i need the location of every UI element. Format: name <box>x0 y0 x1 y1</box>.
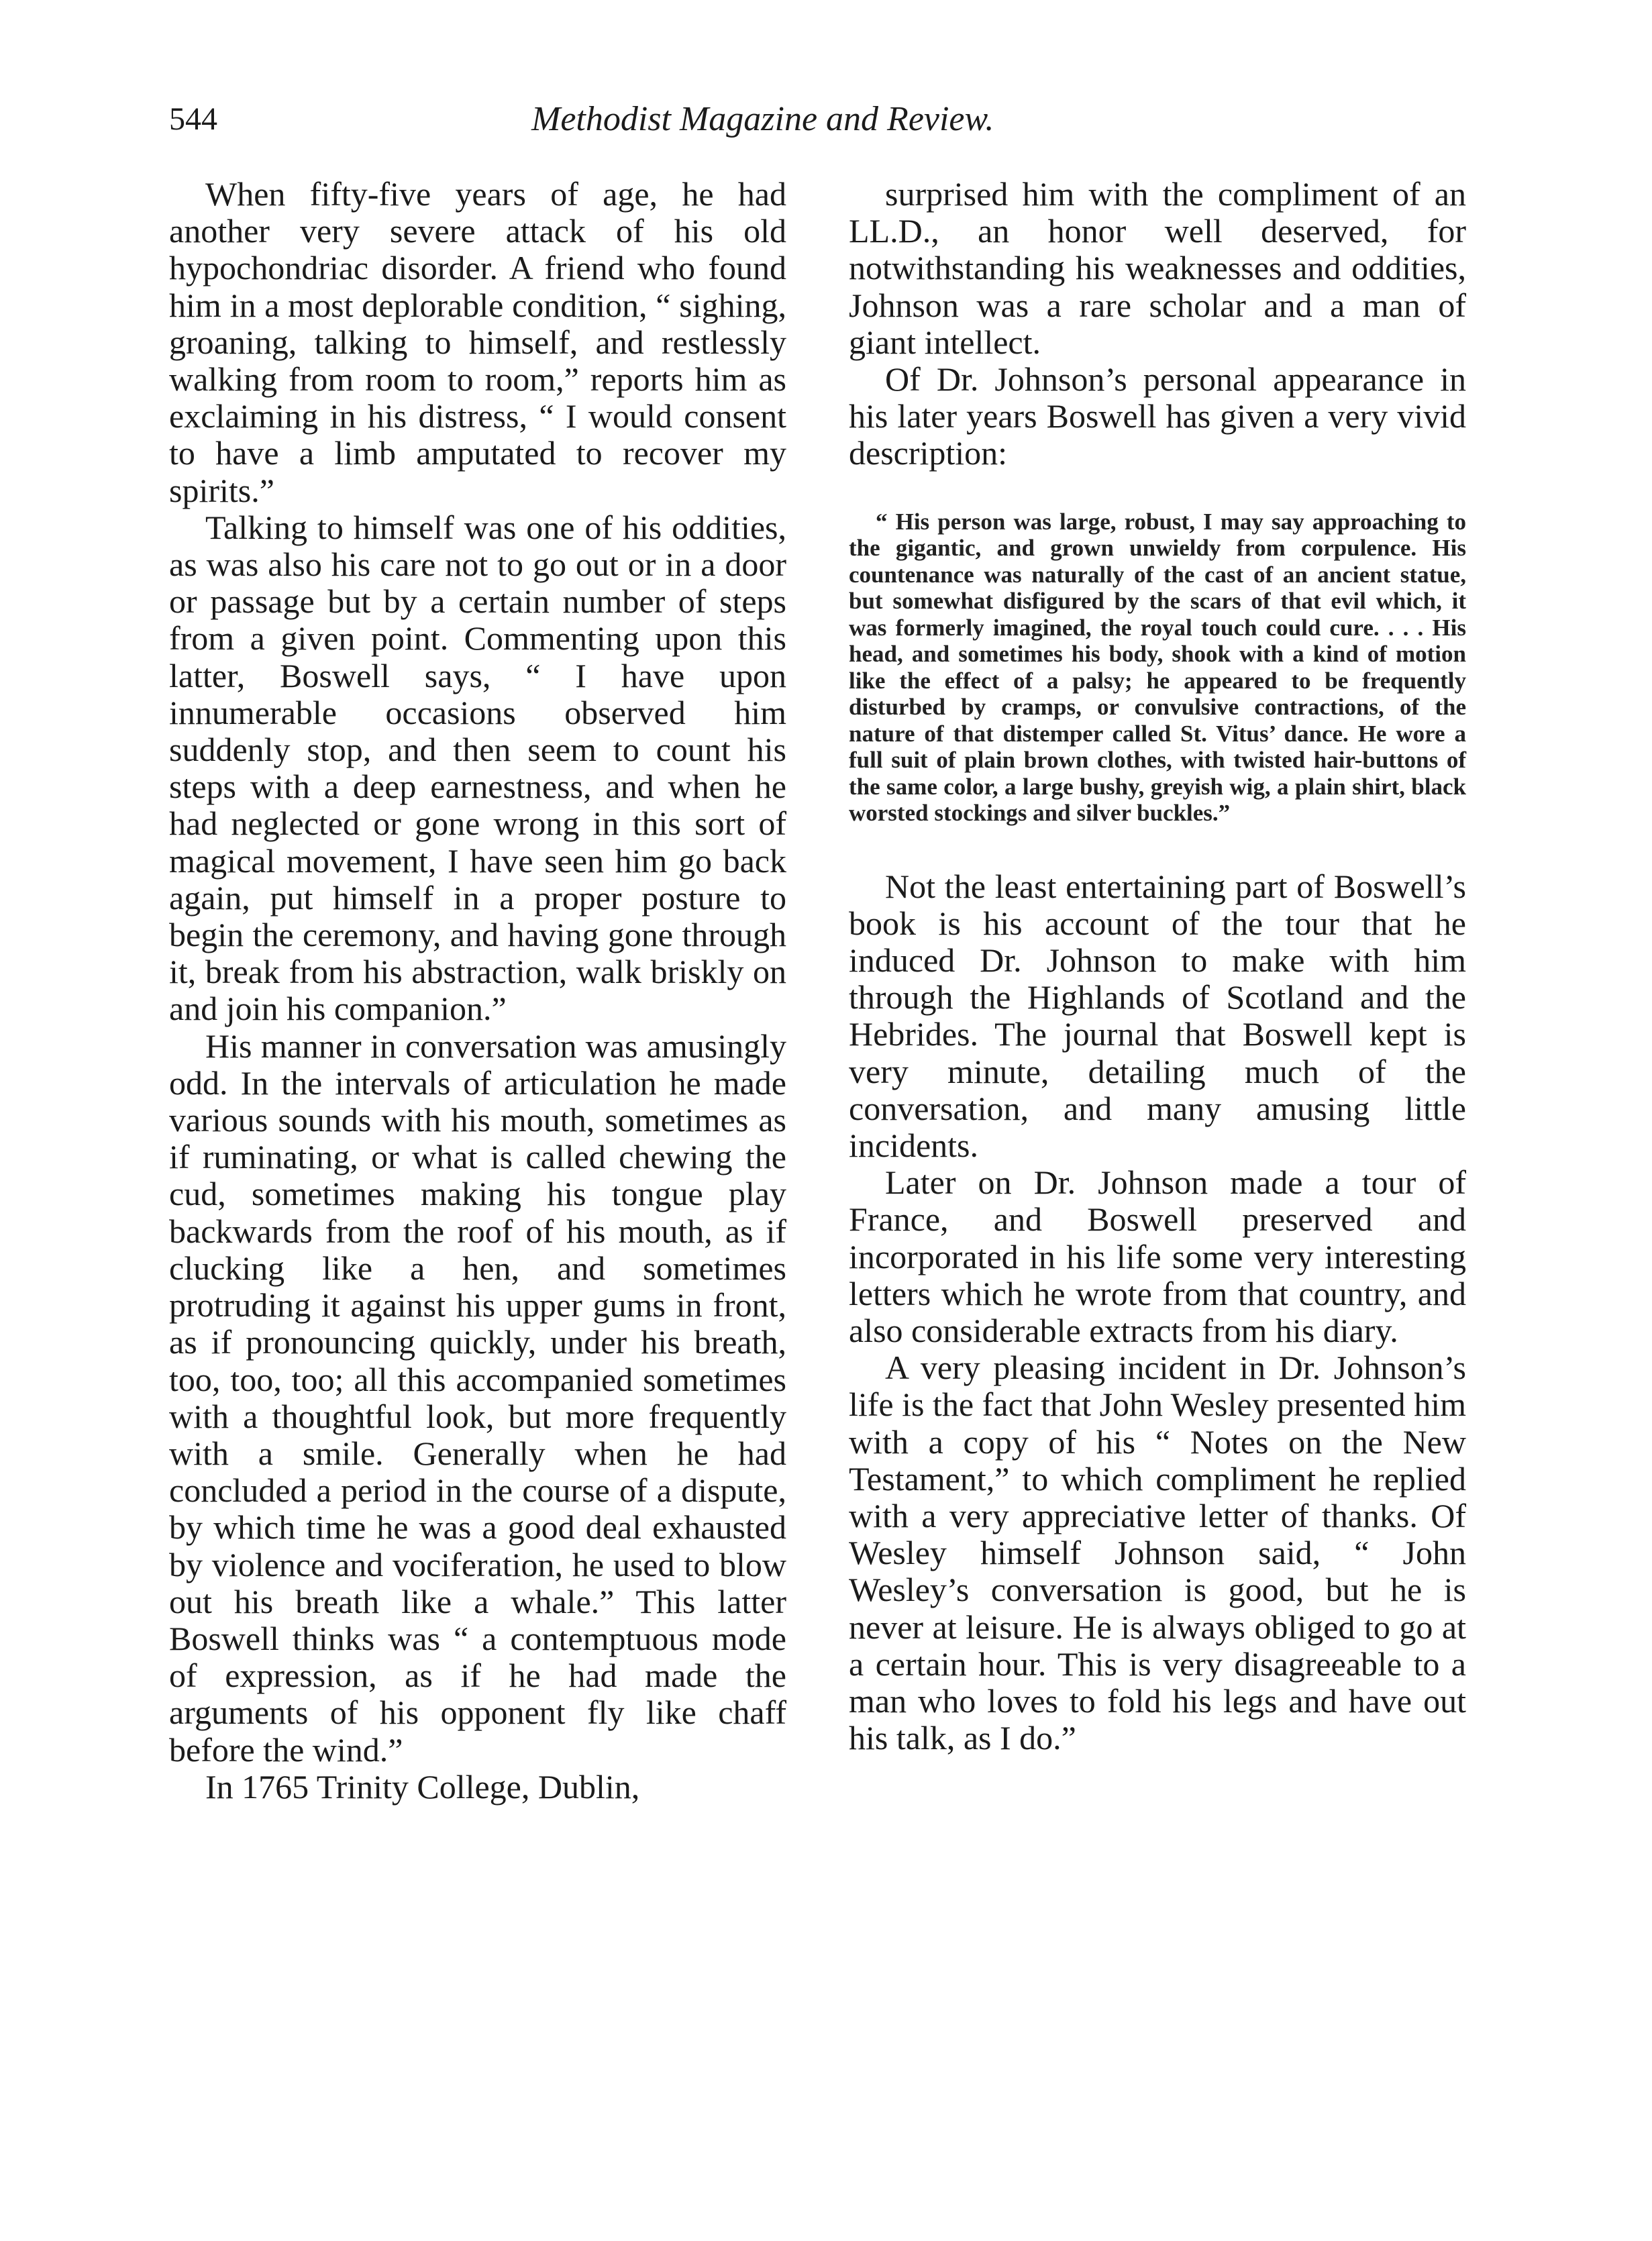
paragraph-lld: surprised him with the compliment of an LL.D., an honor well deserved, for notwithstanding his weaknesses and oddities, Johnson was a rare scholar and a man of giant intellect. <box>849 175 1466 361</box>
paragraph-highlands-tour: Not the least entertaining part of Boswell’s book is his account of the tour that he induced Dr. Johnson to make with him through the Highlands of Scotland and the Hebrides. The journal that Boswell kept is very minute, detailing much of the conversation, and many amusing little incidents. <box>849 867 1466 1165</box>
page-header <box>169 99 1122 153</box>
running-title: Methodist Magazine and Review. <box>531 100 994 138</box>
paragraph-trinity-college: In 1765 Trinity College, Dublin, <box>205 1767 640 1806</box>
paragraph-personal-appearance: Of Dr. Johnson’s personal appearance in his later years Boswell has given a very vivid description: <box>849 360 1466 472</box>
page-number: 544 <box>169 101 217 137</box>
paragraph-oddities: Talking to himself was one of his oddities, as was also his care not to go out or in a door or passage but by a certain number of steps from a given point. Commenting upon this latter, Boswell says, “ I have upon innumerable occasions observed him suddenly stop, and then seem to count his steps with a deep earnestness, and when he had neglected or gone wrong in this sort of magical movement, I have seen him go back again, put himself in a proper posture to begin the ceremony, and having gone through it, break from his abstraction, walk briskly on and join his companion.” <box>169 508 786 1028</box>
boswell-quotation: “ His person was large, robust, I may say approaching to the gigantic, and grown unwieldy from corpulence. His countenance was naturally of the cast of an ancient statue, but somewhat disfigured by the scars of that evil which, it was formerly imagined, the royal touch could cure. . . . His head, and sometimes his body, shook with a kind of motion like the effect of a palsy; he appeared to be frequently disturbed by cramps, or convulsive contractions, of the nature of that distemper called St. Vitus’ dance. He wore a full suit of plain brown clothes, with twisted hair-buttons of the same color, a large bushy, greyish wig, a plain shirt, black worsted stockings and silver buckles.” <box>849 508 1466 827</box>
paragraph-france-tour: Later on Dr. Johnson made a tour of France, and Boswell preserved and incorporated in his life some very interesting letters which he wrote from that country, and also considerable extracts from his diary. <box>849 1163 1466 1350</box>
paragraph-hypochondria: When fifty-five years of age, he had another very severe attack of his old hypochondriac disorder. A friend who found him in a most deplorable condition, “ sighing, groaning, talking to himself, and restlessly walking from room to room,” reports him as exclaiming in his distress, “ I would consent to have a limb amputated to recover my spirits.” <box>169 175 786 509</box>
paragraph-conversation-manner: His manner in conversation was amusingly odd. In the intervals of articulation he made various sounds with his mouth, sometimes as if ruminating, or what is called chewing the cud, sometimes making his tongue play backwards from the roof of his mouth, as if clucking like a hen, and sometimes protruding it against his upper gums in front, as if pronouncing quickly, under his breath, too, too, too; all this accompanied sometimes with a thoughtful look, but more frequently with a smile. Generally when he had concluded a period in the course of a dispute, by which time he was a good deal exhausted by violence and vociferation, he used to blow out his breath like a whale.” This latter Boswell thinks was “ a contemptuous mode of expression, as if he had made the arguments of his opponent fly like chaff before the wind.” <box>169 1027 786 1769</box>
paragraph-wesley: A very pleasing incident in Dr. Johnson’s life is the fact that John Wesley presented him with a copy of his “ Notes on the New Testament,” to which compliment he replied with a very appreciative letter of thanks. Of Wesley himself Johnson said, “ John Wesley’s conversation is good, but he is never at leisure. He is always obliged to go at a certain hour. This is very disagreeable to a man who loves to fold his legs and have out his talk, as I do.” <box>849 1349 1466 1757</box>
left-column <box>169 176 786 1806</box>
right-column <box>849 176 1466 1757</box>
